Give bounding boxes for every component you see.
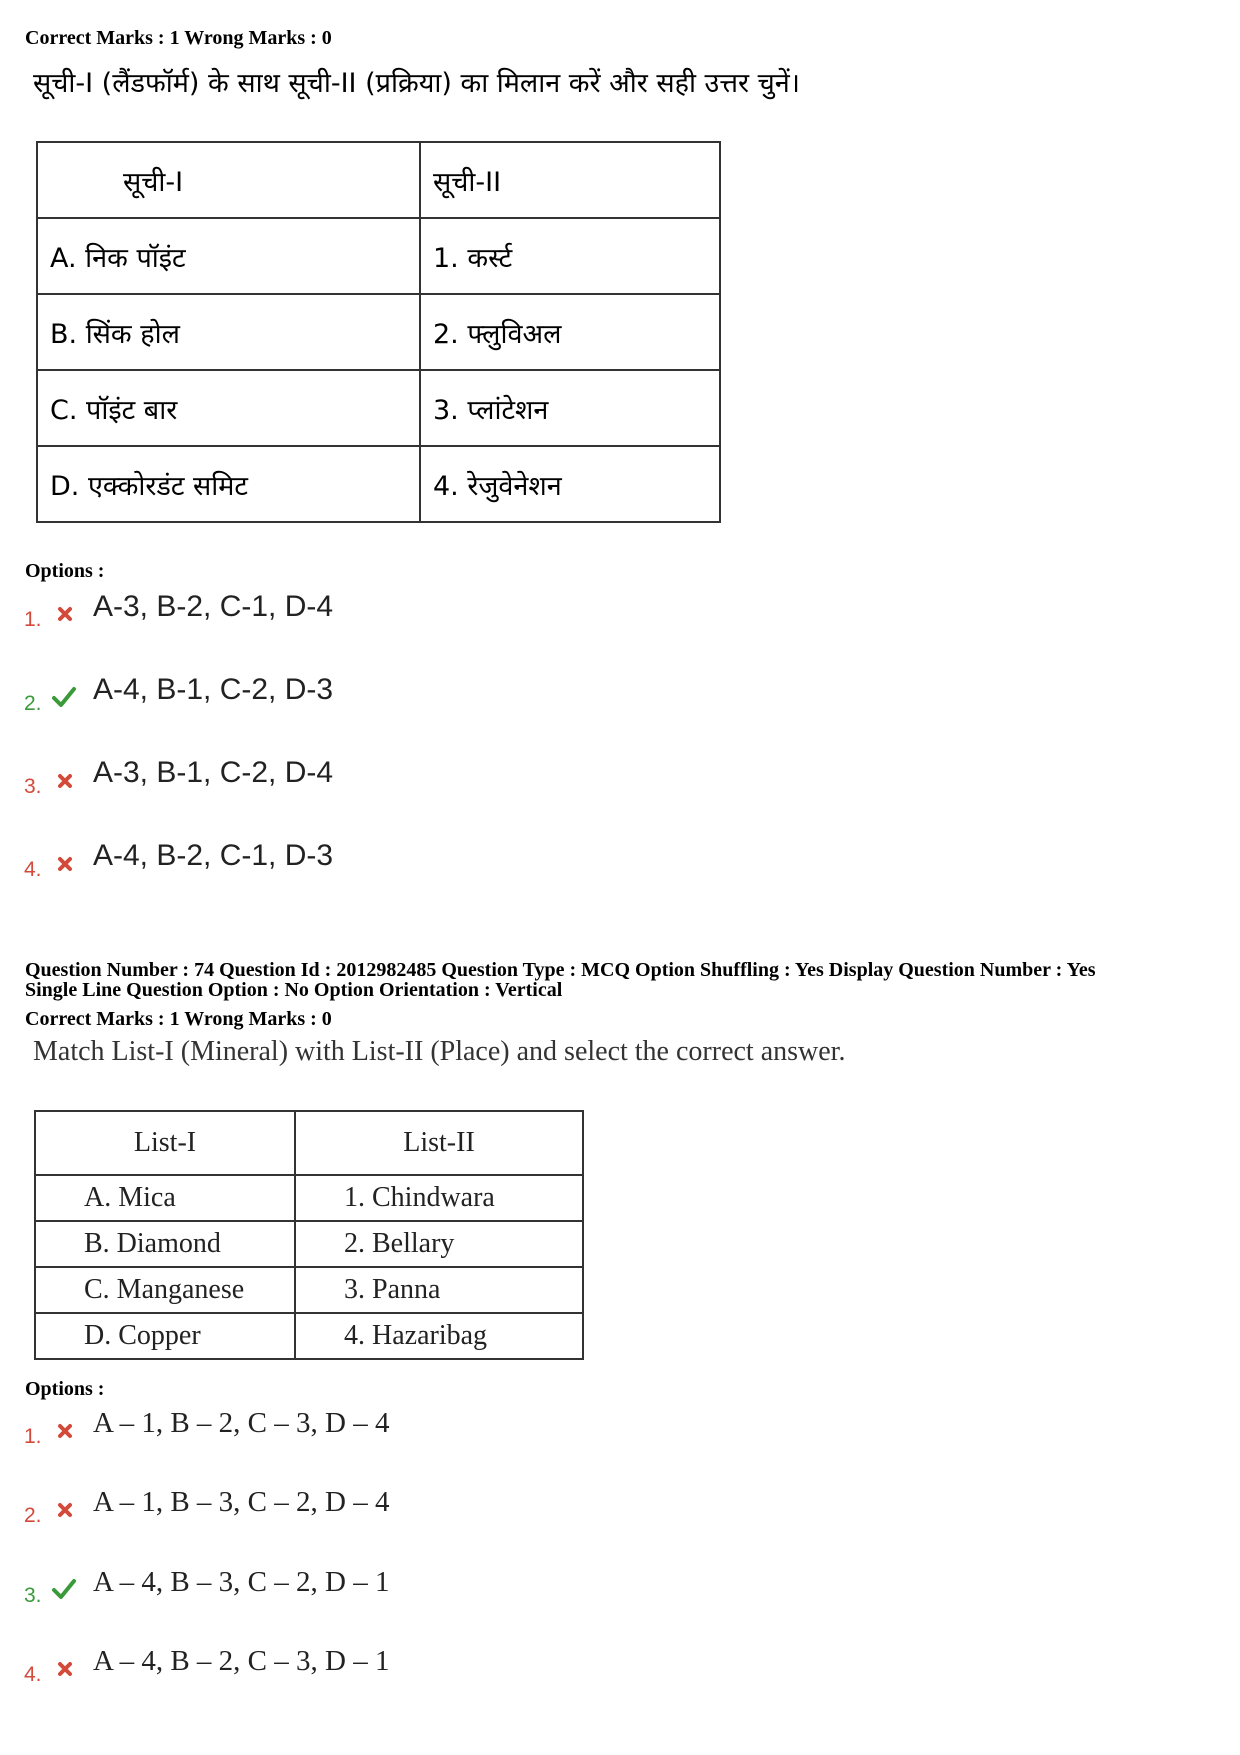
q74-cell: C. Manganese	[35, 1267, 295, 1313]
q73-option-text[interactable]: A-3, B-2, C-1, D-4	[93, 590, 334, 623]
wrong-cross-icon	[52, 768, 78, 794]
q73-option-text[interactable]: A-3, B-1, C-2, D-4	[93, 756, 334, 789]
q73-question-text: सूची-I (लैंडफॉर्म) के साथ सूची-II (प्रक्रिया) का मिलान करें और सही उत्तर चुनें।	[33, 68, 800, 99]
wrong-cross-icon	[52, 851, 78, 877]
q73-cell: C. पॉइंट बार	[37, 370, 420, 446]
q73-header-list1: सूची-I	[37, 142, 420, 218]
q73-option-number: 1.	[24, 608, 42, 631]
q74-info-line-2: Single Line Question Option : No Option Orientation : Vertical	[25, 979, 563, 1001]
q74-cell: 3. Panna	[295, 1267, 583, 1313]
q74-cell: A. Mica	[35, 1175, 295, 1221]
wrong-cross-icon	[52, 1656, 78, 1682]
q74-cell: D. Copper	[35, 1313, 295, 1359]
q73-marks-line: Correct Marks : 1 Wrong Marks : 0	[25, 27, 332, 49]
q73-cell: 2. फ्लुविअल	[420, 294, 720, 370]
q74-marks-line: Correct Marks : 1 Wrong Marks : 0	[25, 1008, 332, 1030]
q73-option-number: 2.	[24, 692, 42, 715]
q73-option-text[interactable]: A-4, B-2, C-1, D-3	[93, 839, 334, 872]
q74-question-text: Match List-I (Mineral) with List-II (Place) and select the correct answer.	[33, 1036, 846, 1067]
q74-option-text[interactable]: A – 4, B – 2, C – 3, D – 1	[93, 1645, 390, 1677]
correct-check-icon	[51, 1576, 77, 1602]
q73-option-number: 4.	[24, 858, 42, 881]
q74-option-text[interactable]: A – 4, B – 3, C – 2, D – 1	[93, 1566, 390, 1598]
q74-info-line-1: Question Number : 74 Question Id : 2012982485 Question Type : MCQ Option Shuffling : Yes Display Question Number : Yes	[25, 959, 1096, 981]
q73-cell: A. निक पॉइंट	[37, 218, 420, 294]
q74-option-number: 2.	[24, 1504, 42, 1527]
q74-options-label: Options :	[25, 1378, 105, 1400]
q74-cell: 1. Chindwara	[295, 1175, 583, 1221]
q74-cell: B. Diamond	[35, 1221, 295, 1267]
q73-option-text[interactable]: A-4, B-1, C-2, D-3	[93, 673, 334, 706]
q73-header-list2: सूची-II	[420, 142, 720, 218]
q74-match-table	[34, 1110, 584, 1360]
q74-header-list1: List-I	[35, 1111, 295, 1175]
q73-options-label: Options :	[25, 560, 105, 582]
q74-option-number: 1.	[24, 1425, 42, 1448]
q73-cell: 3. प्लांटेशन	[420, 370, 720, 446]
q74-option-number: 4.	[24, 1663, 42, 1686]
wrong-cross-icon	[52, 1497, 78, 1523]
q74-cell: 2. Bellary	[295, 1221, 583, 1267]
q74-cell: 4. Hazaribag	[295, 1313, 583, 1359]
q73-match-table	[36, 141, 721, 523]
q74-option-number: 3.	[24, 1584, 42, 1607]
q73-cell: 4. रेजुवेनेशन	[420, 446, 720, 522]
wrong-cross-icon	[52, 1418, 78, 1444]
q74-option-text[interactable]: A – 1, B – 2, C – 3, D – 4	[93, 1407, 390, 1439]
q73-option-number: 3.	[24, 775, 42, 798]
wrong-cross-icon	[52, 601, 78, 627]
q73-cell: D. एक्कोरडंट समिट	[37, 446, 420, 522]
q73-cell: B. सिंक होल	[37, 294, 420, 370]
q74-header-list2: List-II	[295, 1111, 583, 1175]
q73-cell: 1. कर्स्ट	[420, 218, 720, 294]
correct-check-icon	[51, 684, 77, 710]
q74-option-text[interactable]: A – 1, B – 3, C – 2, D – 4	[93, 1486, 390, 1518]
